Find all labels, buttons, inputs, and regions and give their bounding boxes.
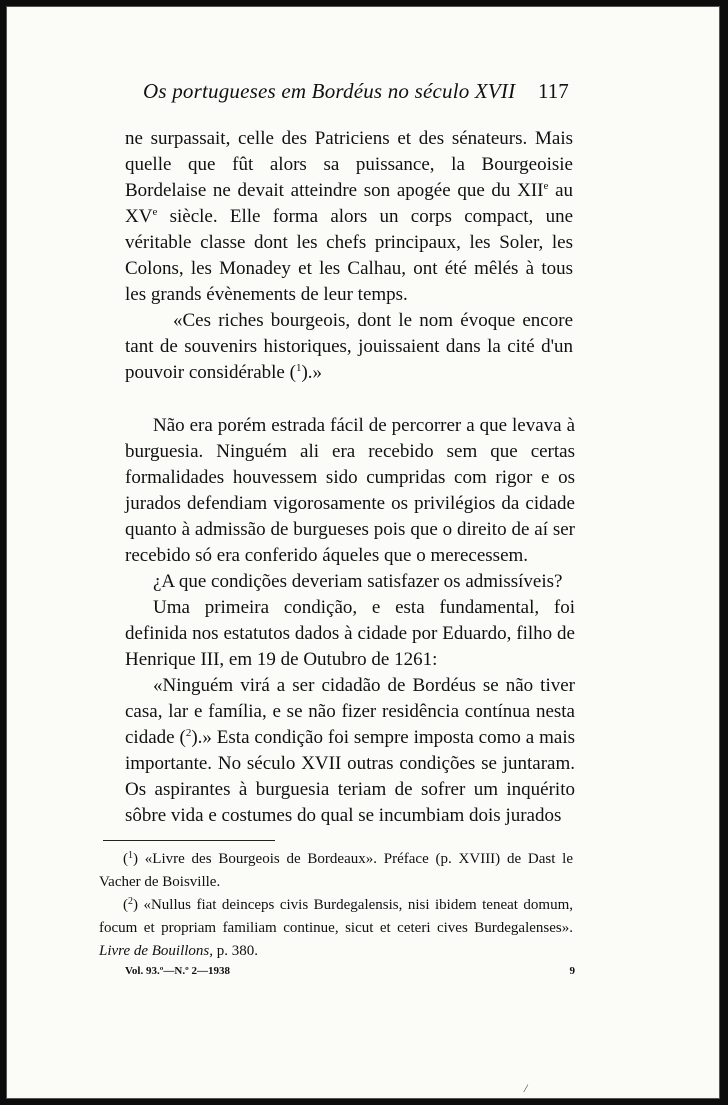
french-quote-block [125,126,573,386]
footnote-separator [103,840,275,841]
footnote-1: ($^1$) «Livre des Bourgeois de Bordeaux». Préface (p. XVIII) de Dast le Vacher de Boisville. [99,850,573,890]
signature-line [125,965,575,977]
book-page [6,6,720,1099]
footnote-2: ($^2$) «Nullus fiat deinceps civis Burdegalensis, nisi ibidem teneat domum, focum et propriam familiam continue, sicut et ceteri cives Burdegalenses». Livre de Bouillons, p. 380. [99,896,573,959]
page-header [7,79,721,109]
portuguese-paragraph-2: ¿A que condições deveriam satisfazer os admissíveis? [153,571,563,592]
portuguese-paragraph-3: Uma primeira condição, e esta fundamental, foi definida nos estatutos dados à cidade por Eduardo, filho de Henrique III, em 19 de Outubro de 1261: [125,597,575,670]
page-number: 117 [538,79,569,103]
pencil-mark: / [524,1081,528,1095]
running-title: Os portugueses em Bordéus no século XVII [143,79,516,103]
volume-signature: Vol. 93.º—N.º 2—1938 [125,965,230,977]
french-paragraph-1: ne surpassait, celle des Patriciens et des sénateurs. Mais quelle que fût alors sa puissance, la Bourgeoisie Bordelaise ne devait atteindre son apogée que du XIIe au XVe siècle. Elle forma alors un corps compact, une véritable classe dont les chefs principaux, les Soler, les Colons, les Monadey et les Calhau, ont été mêlés à tous les grands évènements de leur temps. [125,128,574,305]
portuguese-paragraph-1: Não era porém estrada fácil de percorrer a que levava à burguesia. Ninguém ali era recebido sem que certas formalidades houvessem sido cumpridas com rigor e os jurados defendiam vigorosamente os privilégios da cidade quanto à admissão de burgueses pois que o direito de aí ser recebido só era conferido áqueles que o merecessem. [125,415,575,566]
portuguese-text-block [125,413,575,829]
french-paragraph-2: «Ces riches bourgeois, dont le nom évoque encore tant de souvenirs historiques, jouissaient dans la cité d'un pouvoir considérable ($^1$).» [125,310,573,383]
portuguese-paragraph-4: «Ninguém virá a ser cidadão de Bordéus se não tiver casa, lar e família, e se não fizer residência contínua nesta cidade ($^2$).» Esta condição foi sempre imposta como a mais importante. No século XVII outras condições se juntaram. Os aspirantes à burguesia teriam de sofrer um inquérito sôbre vida e costumes do qual se incumbiam dois jurados [125,675,575,826]
footnotes [99,848,573,963]
gathering-number: 9 [569,965,575,977]
